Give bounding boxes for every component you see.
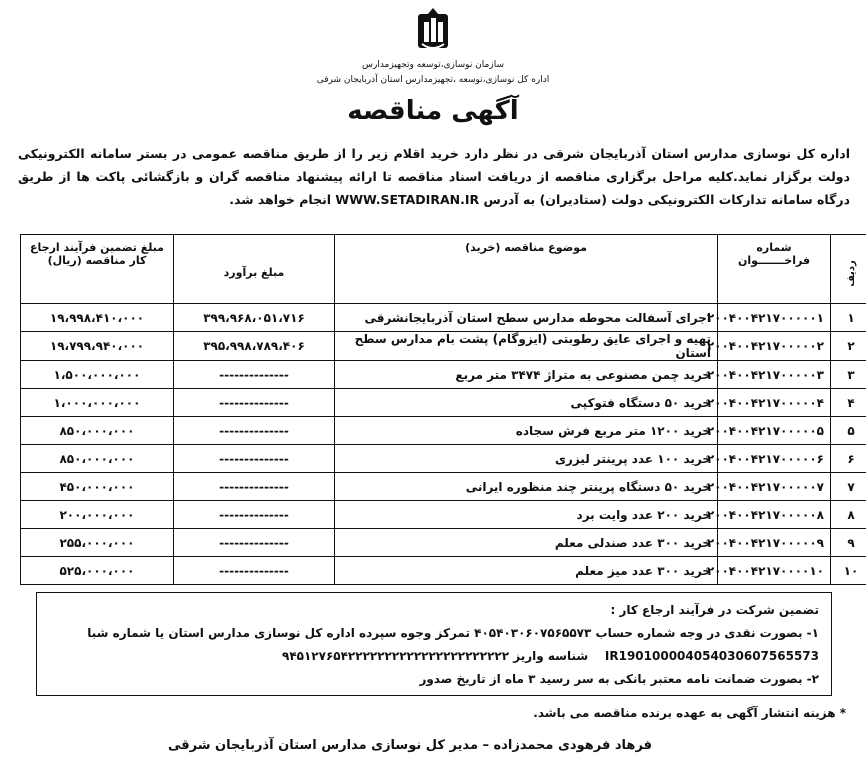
row-subject: خرید ۳۰۰ عدد صندلی معلم — [335, 529, 718, 557]
row-index: ۹ — [831, 529, 866, 557]
row-subject: خرید چمن مصنوعی به متراژ ۳۴۷۴ متر مربع — [335, 361, 718, 389]
org-name-line1: سازمان نوسازی،توسعه وتجهیزمدارس — [362, 60, 504, 70]
row-guarantee: ۲۰۰،۰۰۰،۰۰۰ — [21, 501, 174, 529]
row-index: ۶ — [831, 445, 866, 473]
row-call-number: ۲۰۰۴۰۰۴۲۱۷۰۰۰۰۱۰ — [718, 557, 831, 585]
signature: فرهاد فرهودی محمدزاده – مدیر کل نوسازی مدارس استان آذربایجان شرقی — [167, 738, 653, 753]
intro-text: اداره کل نوسازی مدارس استان آذربایجان شرقی در نظر دارد خرید اقلام زیر را از طریق مناقصه عمومی در بستر سامانه الکترونیکی دولت برگزار نماید.کلیه مراحل برگزاری مناقصه از دریافت اسناد مناقصه تا ارائه پیشنهاد مناقصه گران و بازگشائی پاکت ها از طریق درگاه سامانه تدارکات الکترونیکی دولت (ستادیران) به آدرس — [18, 146, 850, 207]
row-estimate: -------------- — [174, 529, 335, 557]
row-subject: خرید ۱۰۰ عدد پرینتر لیزری — [335, 445, 718, 473]
table-row — [21, 361, 866, 389]
row-index: ۷ — [831, 473, 866, 501]
row-subject: خرید ۳۰۰ عدد میز معلم — [335, 557, 718, 585]
row-guarantee: ۲۵۵،۰۰۰،۰۰۰ — [21, 529, 174, 557]
row-subject: خرید ۵۰ دستگاه پرینتر چند منظوره ایرانی — [335, 473, 718, 501]
row-guarantee: ۱۹،۷۹۹،۹۴۰،۰۰۰ — [21, 332, 174, 361]
guarantee-line2: ۲- بصورت ضمانت نامه معتبر بانکی به سر رسید ۳ ماه از تاریخ صدور — [419, 672, 819, 686]
intro-text-end: انجام خواهد شد. — [229, 192, 332, 207]
row-call-number: ۲۰۰۴۰۰۴۲۱۷۰۰۰۰۰۵ — [718, 417, 831, 445]
deposit-id-value: ۹۴۵۱۲۷۶۵۴۲۲۲۲۲۲۲۲۲۲۲۲۲۲۲۲۲۲۲۲۲۲ — [282, 649, 510, 663]
header-call-number: شماره فراخـــــــوان — [718, 235, 831, 304]
table-row — [21, 529, 866, 557]
table-header-row — [21, 235, 866, 304]
row-guarantee: ۱،۰۰۰،۰۰۰،۰۰۰ — [21, 389, 174, 417]
row-estimate: -------------- — [174, 501, 335, 529]
org-name-line2: اداره کل نوسازی،توسعه ،تجهیزمدارس استان آذربایجان شرقی — [316, 75, 550, 85]
row-call-number: ۲۰۰۴۰۰۴۲۱۷۰۰۰۰۰۱ — [718, 304, 831, 332]
row-guarantee: ۸۵۰،۰۰۰،۰۰۰ — [21, 417, 174, 445]
row-call-number: ۲۰۰۴۰۰۴۲۱۷۰۰۰۰۰۲ — [718, 332, 831, 361]
website-link[interactable]: WWW.SETADIRAN.IR — [335, 192, 480, 207]
intro-paragraph — [18, 142, 850, 211]
row-call-number: ۲۰۰۴۰۰۴۲۱۷۰۰۰۰۰۸ — [718, 501, 831, 529]
row-index: ۸ — [831, 501, 866, 529]
row-index: ۱۰ — [831, 557, 866, 585]
row-guarantee: ۵۲۵،۰۰۰،۰۰۰ — [21, 557, 174, 585]
row-call-number: ۲۰۰۴۰۰۴۲۱۷۰۰۰۰۰۳ — [718, 361, 831, 389]
table-row — [21, 473, 866, 501]
row-call-number: ۲۰۰۴۰۰۴۲۱۷۰۰۰۰۰۶ — [718, 445, 831, 473]
guarantee-title: تضمین شرکت در فرآیند ارجاع کار : — [610, 603, 819, 617]
row-estimate: -------------- — [174, 473, 335, 501]
row-estimate: -------------- — [174, 557, 335, 585]
guarantee-box — [36, 592, 832, 696]
row-index: ۲ — [831, 332, 866, 361]
table-row — [21, 389, 866, 417]
row-estimate: -------------- — [174, 361, 335, 389]
row-guarantee: ۱۹،۹۹۸،۴۱۰،۰۰۰ — [21, 304, 174, 332]
row-index: ۵ — [831, 417, 866, 445]
row-estimate: -------------- — [174, 417, 335, 445]
row-index: ۱ — [831, 304, 866, 332]
row-estimate: ۳۹۹،۹۶۸،۰۵۱،۷۱۶ — [174, 304, 335, 332]
row-call-number: ۲۰۰۴۰۰۴۲۱۷۰۰۰۰۰۷ — [718, 473, 831, 501]
row-call-number: ۲۰۰۴۰۰۴۲۱۷۰۰۰۰۰۹ — [718, 529, 831, 557]
table-row — [21, 557, 866, 585]
header-estimate: مبلغ برآورد — [174, 235, 335, 304]
row-index: ۴ — [831, 389, 866, 417]
guarantee-line1: ۱- بصورت نقدی در وجه شماره حساب ۴۰۵۴۰۳۰۶۰۷۵۶۵۵۷۳ تمرکز وجوه سپرده اداره کل نوسازی مدارس استان یا شماره شبا — [87, 626, 819, 640]
institution-emblem-icon — [414, 8, 452, 52]
row-estimate: -------------- — [174, 389, 335, 417]
header-index: ردیف — [831, 235, 866, 304]
table-row — [21, 417, 866, 445]
iban-value: IR190100004054030607565573 — [604, 649, 819, 663]
row-call-number: ۲۰۰۴۰۰۴۲۱۷۰۰۰۰۰۴ — [718, 389, 831, 417]
table-row — [21, 304, 866, 332]
row-index: ۳ — [831, 361, 866, 389]
deposit-id-label: شناسه واریز — [513, 649, 589, 663]
table-row — [21, 501, 866, 529]
row-guarantee: ۴۵۰،۰۰۰،۰۰۰ — [21, 473, 174, 501]
footer-note: * هزینه انتشار آگهی به عهده برنده مناقصه می باشد. — [533, 706, 846, 720]
row-subject: تهیه و اجرای عایق رطوبتی (ایزوگام) پشت بام مدارس سطح استان — [335, 332, 718, 361]
row-subject: خرید ۲۰۰ عدد وایت برد — [335, 501, 718, 529]
header-guarantee: مبلغ تضمین فرآیند ارجاع کار مناقصه (ریال) — [21, 235, 174, 304]
row-subject: اجرای آسفالت محوطه مدارس سطح استان آذربایجانشرقی — [335, 304, 718, 332]
table-row — [21, 332, 866, 361]
row-guarantee: ۱،۵۰۰،۰۰۰،۰۰۰ — [21, 361, 174, 389]
row-guarantee: ۸۵۰،۰۰۰،۰۰۰ — [21, 445, 174, 473]
row-estimate: -------------- — [174, 445, 335, 473]
guarantee-iban-line — [49, 645, 819, 668]
row-estimate: ۳۹۵،۹۹۸،۷۸۹،۴۰۶ — [174, 332, 335, 361]
table-row — [21, 445, 866, 473]
page-title: آگهی مناقصه — [347, 96, 519, 126]
header-subject: موضوع مناقصه (خرید) — [335, 235, 718, 304]
row-subject: خرید ۵۰ دستگاه فتوکپی — [335, 389, 718, 417]
tender-table — [20, 234, 866, 585]
row-subject: خرید ۱۲۰۰ متر مربع فرش سجاده — [335, 417, 718, 445]
